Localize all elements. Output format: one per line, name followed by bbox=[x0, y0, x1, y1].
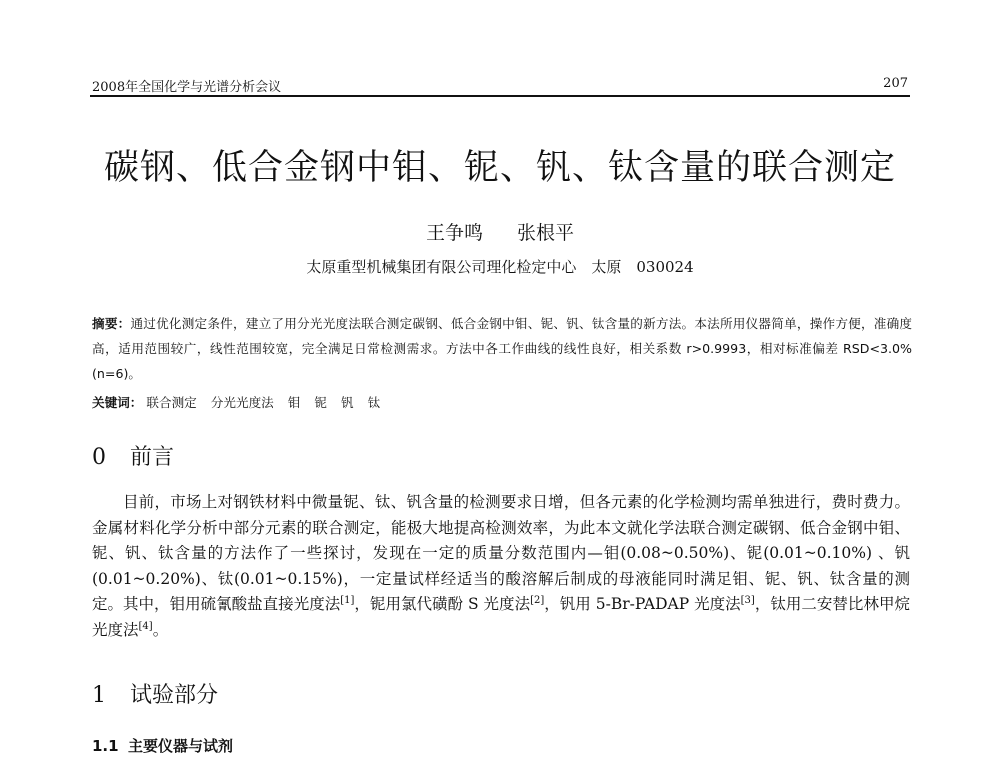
citation-ref: [4] bbox=[138, 620, 153, 632]
intro-text: ，钛用二安替比林甲烷光度法 bbox=[92, 595, 910, 639]
citation-ref: [2] bbox=[530, 594, 545, 606]
subsection-title: 主要仪器与试剂 bbox=[128, 737, 234, 755]
author-name: 张根平 bbox=[517, 222, 575, 244]
running-header-conference: 2008年全国化学与光谱分析会议 bbox=[92, 80, 282, 95]
keywords-label: 关键词： bbox=[92, 395, 143, 410]
affiliation: 太原重型机械集团有限公司理化检定中心 太原 030024 bbox=[306, 258, 694, 276]
intro-text: 目前，市场上对钢铁材料中微量铌、钛、钒含量的检测要求日增，但各元素的化学检测均需单独进行，费时费力。金属材料化学分析中部分元素的联合测定，能极大地提高检测效率，为此本文就化学法联合测定碳钢、低合金钢中钼、铌、钒、钛含量的方法作了一些探讨，发现在一定的质量分数范围内—钼(0.08~0.50%)、铌(0.01~0.10%) 、钒(0.01~0.20%)、钛(0.01~0.15%)，一定量试样经适当的酸溶解后制成的母液能同时满足钼、铌、钒、钛含量的测定。其中，钼用硫氰酸盐直接光度法 bbox=[92, 493, 910, 613]
intro-paragraph bbox=[92, 490, 910, 643]
keyword: 钼 bbox=[287, 395, 301, 410]
keyword: 联合测定 bbox=[146, 395, 197, 410]
subsection-heading bbox=[92, 735, 233, 756]
citation-ref: [3] bbox=[740, 594, 755, 606]
keyword: 钛 bbox=[367, 395, 381, 410]
paper-title: 碳钢、低合金钢中钼、铌、钒、钛含量的联合测定 bbox=[103, 148, 896, 188]
abstract-text: 通过优化测定条件，建立了用分光光度法联合测定碳钢、低合金钢中钼、铌、钒、钛含量的新方法。本法所用仪器简单，操作方便，准确度高，适用范围较广，线性范围较宽，完全满足日常检测需求。方法中各工作曲线的线性良好，相关系数 r>0.9993，相对标准偏差 RSD<3.0%(n=6)。 bbox=[92, 316, 913, 381]
abstract bbox=[92, 311, 912, 386]
intro-text: ，钒用 5-Br-PADAP 光度法 bbox=[544, 595, 741, 613]
author-list bbox=[0, 218, 1000, 245]
page-number: 207 bbox=[883, 76, 908, 91]
citation-ref: [1] bbox=[340, 594, 355, 606]
section-title: 前言 bbox=[130, 445, 175, 470]
abstract-label: 摘要： bbox=[92, 316, 131, 331]
section-heading-experimental bbox=[92, 678, 218, 709]
header-rule bbox=[90, 95, 910, 97]
intro-text: 。 bbox=[152, 620, 169, 639]
section-number: 0 bbox=[92, 445, 106, 470]
keywords bbox=[92, 392, 390, 411]
intro-text: ，铌用氯代磺酚 S 光度法 bbox=[354, 595, 531, 613]
section-title: 试验部分 bbox=[130, 683, 219, 708]
subsection-number: 1.1 bbox=[92, 737, 119, 755]
keyword: 铌 bbox=[314, 395, 327, 410]
author-name: 王争鸣 bbox=[425, 222, 483, 244]
keyword: 分光光度法 bbox=[210, 395, 274, 410]
keyword: 钒 bbox=[340, 395, 354, 410]
section-number: 1 bbox=[92, 683, 106, 708]
section-heading-intro bbox=[92, 440, 174, 471]
